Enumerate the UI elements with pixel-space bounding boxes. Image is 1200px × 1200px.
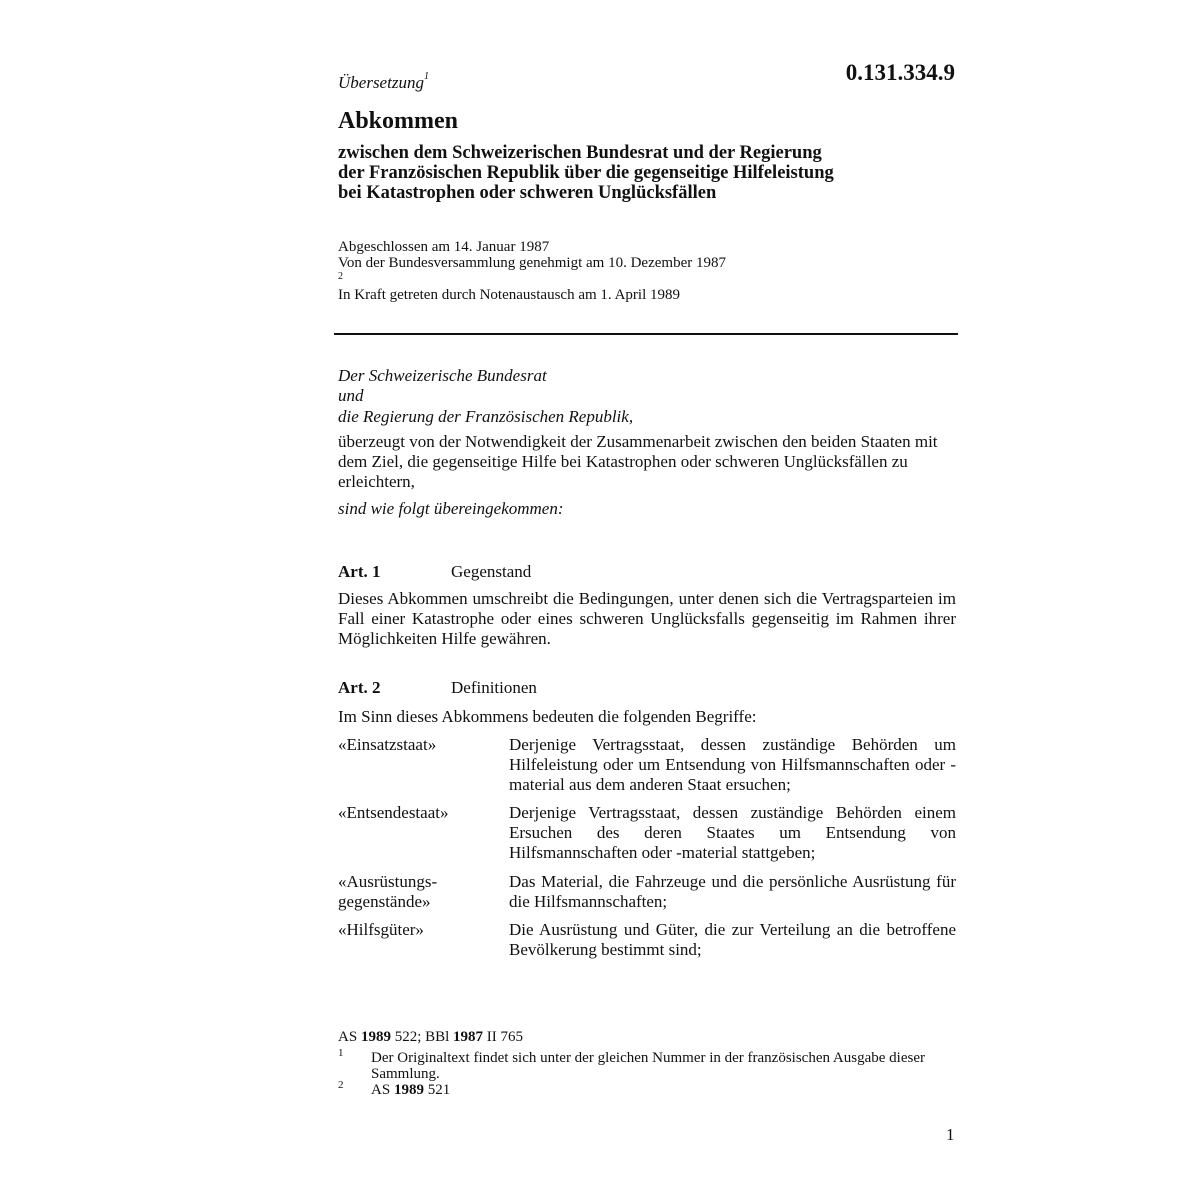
definition-text: Derjenige Vertragsstaat, dessen zuständige Behörden einem Ersuchen des deren Staates um Entsendung von Hilfsmannschaften oder -material stattgeben; bbox=[509, 803, 956, 862]
preamble-and: und bbox=[338, 386, 364, 405]
document-subtitle bbox=[338, 143, 834, 203]
footnote-ref-1[interactable]: 1 bbox=[423, 71, 429, 82]
page-number: 1 bbox=[946, 1125, 955, 1144]
subtitle-line: der Französischen Republik über die gegenseitige Hilfeleistung bbox=[338, 163, 834, 183]
preamble-party-2: die Regierung der Französischen Republik, bbox=[338, 407, 634, 426]
in-force-date: In Kraft getreten durch Notenaustausch am 1. April 1989 bbox=[338, 287, 680, 303]
concluded-date: Abgeschlossen am 14. Januar 1987 bbox=[338, 239, 550, 255]
definition-term: «Ausrüstungs- gegenstände» bbox=[338, 872, 438, 911]
definition-term: «Entsendestaat» bbox=[338, 803, 449, 822]
definition-term: «Einsatzstaat» bbox=[338, 735, 437, 754]
article-2-heading: Definitionen bbox=[451, 678, 537, 697]
subtitle-line: bei Katastrophen oder schweren Unglücksfällen bbox=[338, 183, 717, 203]
definition-text: Derjenige Vertragsstaat, dessen zuständige Behörden um Hilfeleistung oder um Entsendung von Hilfsmannschaften oder -material aus dem anderen Staat ersuchen; bbox=[509, 735, 956, 794]
footnote-2-text: AS 1989 521 bbox=[371, 1082, 451, 1098]
article-2-number: Art. 2 bbox=[338, 678, 381, 697]
definition-term: «Hilfsgüter» bbox=[338, 920, 424, 939]
subtitle-line: zwischen dem Schweizerischen Bundesrat und der Regierung bbox=[338, 143, 822, 163]
preamble-agreed: sind wie folgt übereingekommen: bbox=[338, 499, 564, 518]
preamble-considering: überzeugt von der Notwendigkeit der Zusammenarbeit zwischen den beiden Staaten mit dem Ziel, die gegenseitige Hilfe bei Katastrophen oder schweren Unglücksfällen zu erleichtern, bbox=[338, 432, 938, 491]
source-reference: AS 1989 522; BBl 1987 II 765 bbox=[338, 1029, 524, 1045]
article-1-number: Art. 1 bbox=[338, 562, 381, 581]
dates-block bbox=[338, 239, 726, 303]
article-2-intro: Im Sinn dieses Abkommens bedeuten die folgenden Begriffe: bbox=[338, 707, 757, 726]
footnote-ref-2[interactable]: 2 bbox=[338, 271, 343, 282]
article-1-text: Dieses Abkommen umschreibt die Bedingungen, unter denen sich die Vertragsparteien im Fall einer Katastrophe oder eines schweren Unglücksfalls gegenseitig im Rahmen ihrer Möglichkeiten Hilfe gewähren. bbox=[338, 589, 956, 648]
sr-number: 0.131.334.9 bbox=[845, 60, 955, 85]
footnote-1-mark: 1 bbox=[338, 1047, 344, 1059]
definition-text: Das Material, die Fahrzeuge und die persönliche Ausrüstung für die Hilfsmannschaften; bbox=[509, 872, 956, 911]
document-title: Abkommen bbox=[338, 108, 459, 134]
definition-text: Die Ausrüstung und Güter, die zur Verteilung an die betroffene Bevölkerung bestimmt sind; bbox=[509, 920, 956, 959]
approved-date: Von der Bundesversammlung genehmigt am 10. Dezember 1987 $^2$ bbox=[338, 255, 726, 282]
preamble-party-1: Der Schweizerische Bundesrat bbox=[338, 366, 547, 385]
footnote-1-text: Der Originaltext findet sich unter der gleichen Nummer in der französischen Ausgabe dieser Sammlung. bbox=[371, 1050, 925, 1082]
translation-label: Übersetzung$^1$ bbox=[338, 71, 429, 92]
horizontal-rule bbox=[334, 333, 958, 335]
article-1-heading: Gegenstand bbox=[451, 562, 532, 581]
footnote-2-mark: 2 bbox=[338, 1079, 344, 1091]
